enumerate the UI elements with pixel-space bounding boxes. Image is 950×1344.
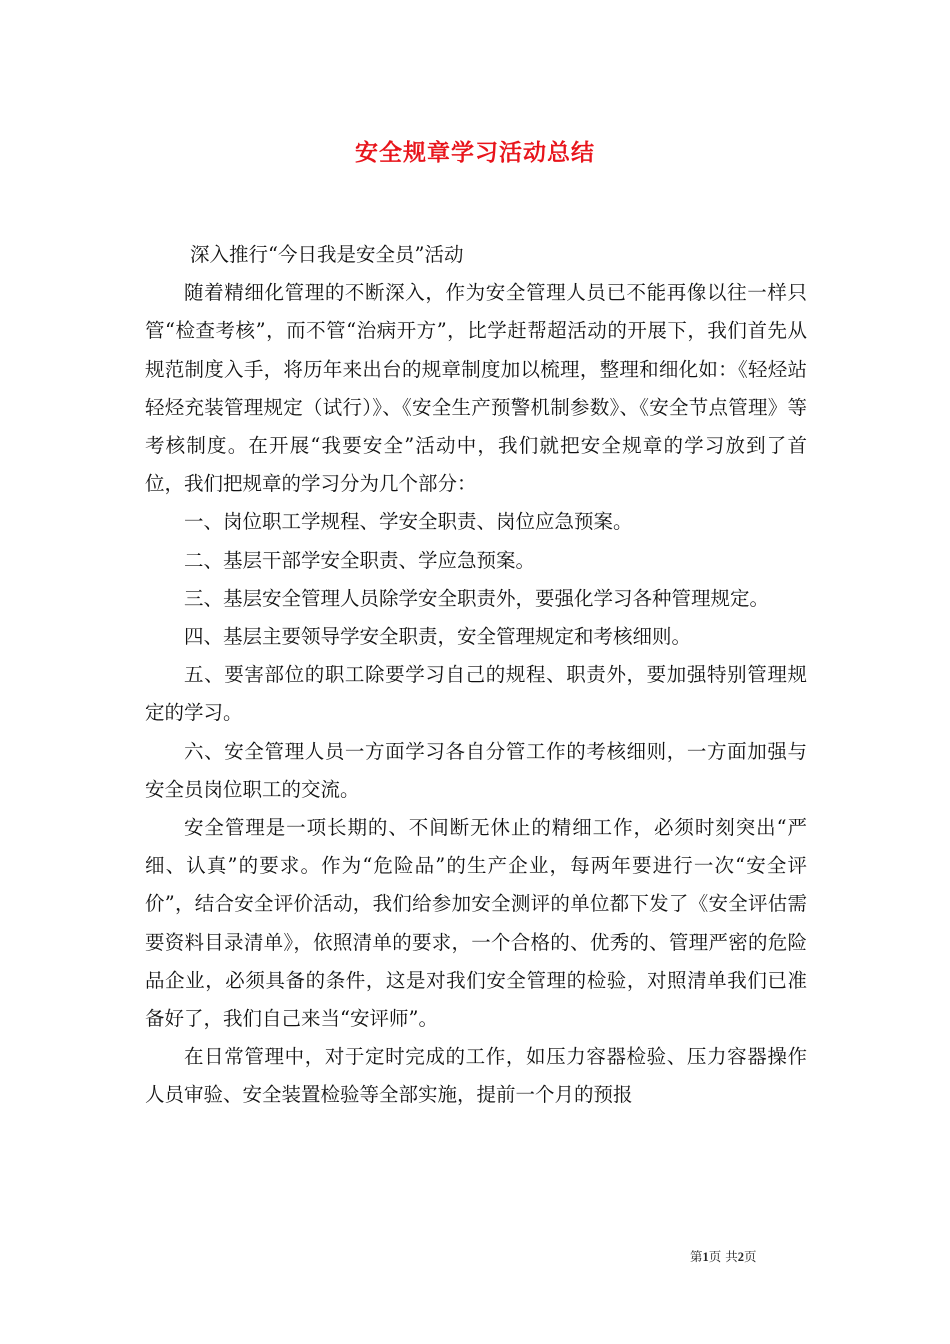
- footer-suffix: 页: [744, 1249, 757, 1264]
- footer-middle: 页 共: [708, 1249, 738, 1264]
- list-item-6: 六、安全管理人员一方面学习各自分管工作的考核细则，一方面加强与安全员岗位职工的交流。: [145, 739, 807, 801]
- footer-prefix: 第: [690, 1249, 703, 1264]
- list-item-2: 二、基层干部学安全职责、学应急预案。: [184, 548, 536, 572]
- document-body: [145, 236, 807, 1115]
- document-title: 安全规章学习活动总结: [355, 140, 595, 166]
- list-item-5: 五、要害部位的职工除要学习自己的规程、职责外，要加强特别管理规定的学习。: [145, 663, 807, 725]
- total-pages-number: 2: [737, 1250, 744, 1264]
- section-heading: 深入推行“今日我是安全员”活动: [190, 243, 464, 266]
- list-item-1: 一、岗位职工学规程、学安全职责、岗位应急预案。: [184, 510, 633, 534]
- current-page-number: 1: [702, 1250, 709, 1264]
- paragraph-intro: 随着精细化管理的不断深入，作为安全管理人员已不能再像以往一样只管“检查考核”，而不管“治病开方”，比学赶帮超活动的开展下，我们首先从规范制度入手，将历年来出台的规章制度加以梳理，整理和细化如：《轻烃站轻烃充装管理规定（试行）》、《安全生产预警机制参数》、《安全节点管理》等考核制度。在开展“我要安全”活动中，我们就把安全规章的学习放到了首位，我们把规章的学习分为几个部分：: [145, 281, 807, 496]
- paragraph-safety-evaluation: 安全管理是一项长期的、不间断无休止的精细工作，必须时刻突出“严细、认真”的要求。作为“危险品”的生产企业，每两年要进行一次“安全评价”，结合安全评价活动，我们给参加安全测评的单位都下发了《安全评估需要资料目录清单》，依照清单的要求，一个合格的、优秀的、管理严密的危险品企业，必须具备的条件，这是对我们安全管理的检验，对照清单我们已准备好了，我们自己来当“安评师”。: [145, 816, 807, 1031]
- page-footer: [690, 1247, 830, 1265]
- paragraph-daily-management: 在日常管理中，对于定时完成的工作，如压力容器检验、压力容器操作人员审验、安全装置检验等全部实施，提前一个月的预报: [145, 1045, 807, 1107]
- list-item-4: 四、基层主要领导学安全职责，安全管理规定和考核细则。: [184, 625, 692, 649]
- list-item-3: 三、基层安全管理人员除学安全职责外，要强化学习各种管理规定。: [184, 586, 770, 610]
